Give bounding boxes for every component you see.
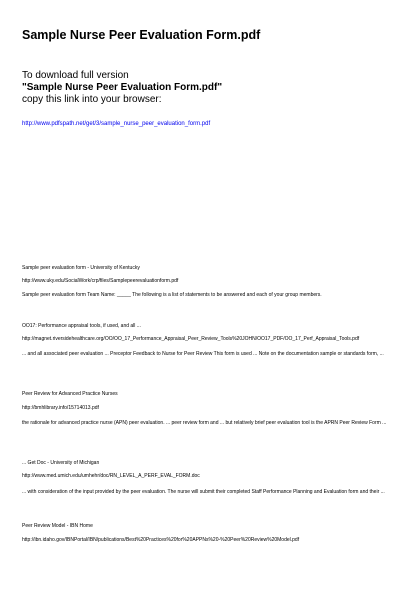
result-url-5[interactable]: http://ibn.idaho.gov/IBNPortal/IBN/publications/Best%20Practices%20for%20APPNs%20-%20Peer%20Review%20Model.pdf xyxy=(22,537,300,543)
result-url-4[interactable]: http://www.med.umich.edu/umhehr/doc/RN_LEVEL_A_PERF_EVAL_FORM.doc xyxy=(22,473,200,479)
document-title: Sample Nurse Peer Evaluation Form.pdf xyxy=(22,28,261,42)
result-url-3[interactable]: http://bmhlibrary.info/15714013.pdf xyxy=(22,405,99,411)
download-intro: To download full version xyxy=(22,70,129,81)
result-url-1[interactable]: http://www.uky.edu/SocialWork/crp/files/Samplepeerevaluationform.pdf xyxy=(22,278,179,284)
download-filename: "Sample Nurse Peer Evaluation Form.pdf" xyxy=(22,82,223,93)
result-heading-3: Peer Review for Advanced Practice Nurses xyxy=(22,391,118,397)
result-heading-4: ... Get Doc - University of Michigan xyxy=(22,460,100,466)
result-heading-5: Peer Review Model - IBN Home xyxy=(22,523,93,529)
download-instruction: copy this link into your browser: xyxy=(22,94,162,105)
download-link[interactable]: http://www.pdfspath.net/get/3/sample_nurse_peer_evaluation_form.pdf xyxy=(22,121,211,127)
result-snippet-3: the rationale for advanced practice nurse (APN) peer evaluation. ... peer review form and ... but relatively brief peer evaluation tool is the APRN Peer Review Form ... xyxy=(22,420,387,426)
result-snippet-1: Sample peer evaluation form Team Name: _____ The following is a list of statements to be answered and each of your group members. xyxy=(22,292,322,298)
result-heading-2: OO17: Performance appraisal tools, if used, and all ... xyxy=(22,323,141,329)
result-snippet-2: ... and all associated peer evaluation ... Preceptor Feedback to Nurse for Peer Review This form is used ... Note on the documentation sample or standards form, ... xyxy=(22,351,384,357)
result-url-2[interactable]: http://magnet.riversidehealthcare.org/OO/OO_17_Performance_Appraisal_Peer_Review_Tools%20JOHN/OO17_PDF/OO_17_Perf_Appraisal_Tools.pdf xyxy=(22,336,360,342)
result-heading-1: Sample peer evaluation form - University of Kentucky xyxy=(22,265,140,271)
result-snippet-4: ... with consideration of the input provided by the peer evaluation. The nurse will submit their completed Staff Performance Planning and Evaluation form and their ... xyxy=(22,489,385,495)
